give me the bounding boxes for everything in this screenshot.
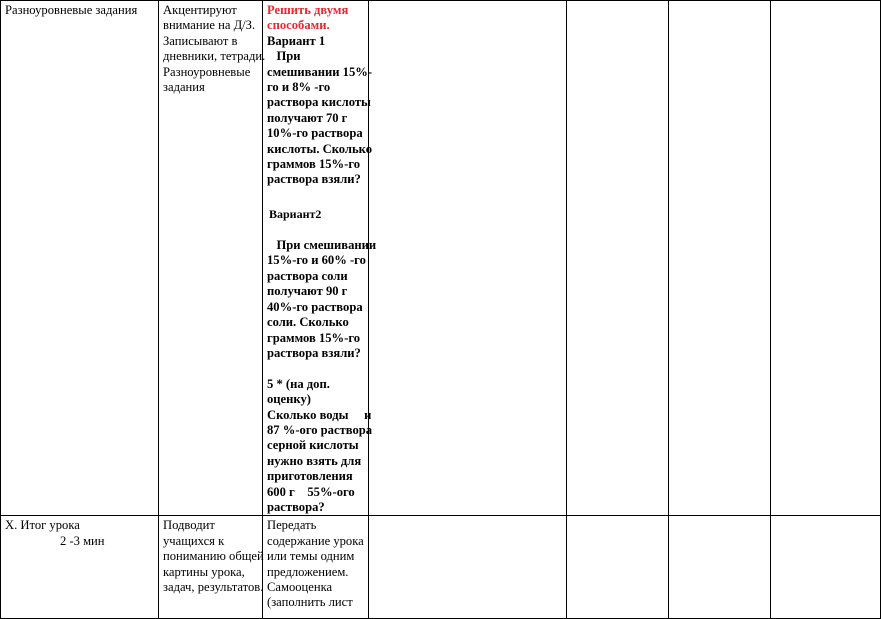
empty-cell	[771, 516, 881, 619]
table-row	[1, 1, 881, 516]
variant2-line: раствора взяли?	[267, 345, 361, 360]
task5-line: 5 * (на доп.	[267, 376, 330, 391]
task5-line: 600 г 55%-ого	[267, 484, 355, 499]
text-line: содержание урока	[267, 533, 364, 548]
text-line: Подводит	[163, 518, 215, 533]
task5-line: серной кислоты	[267, 438, 359, 453]
text-line: или темы одним	[267, 549, 355, 564]
variant1-line: получают 70 г	[267, 110, 348, 125]
teacher-activity-cell	[159, 516, 263, 619]
empty-cell	[369, 1, 567, 516]
stage-duration: 2 -3 мин	[60, 533, 105, 548]
variant2-line: При смешивании	[267, 238, 377, 253]
variant1-line: При	[267, 49, 301, 64]
table-row	[1, 516, 881, 619]
empty-cell	[771, 1, 881, 516]
text-line: предложением.	[267, 564, 349, 579]
text-line: Разноуровневые	[163, 64, 251, 79]
stage-label: Разноуровневые задания	[5, 3, 138, 17]
task5-line: нужно взять для	[267, 453, 362, 468]
task-cell	[263, 1, 377, 516]
stage-cell	[1, 516, 159, 619]
variant2-line: граммов 15%-го	[267, 330, 361, 345]
empty-cell	[567, 1, 669, 516]
instruction-line: Решить двумя	[267, 3, 349, 17]
text-line: Самооценка	[267, 579, 333, 594]
variant1-line: го и 8% -го	[267, 80, 331, 95]
text-line: дневники, тетради.	[163, 49, 266, 64]
variant1-line: смешивании 15%-	[267, 64, 373, 79]
variant2-line: 15%-го и 60% -го	[267, 253, 366, 268]
empty-cell	[669, 1, 771, 516]
variant2-line: 40%-го раствора	[267, 299, 363, 314]
variant2-line: соли. Сколько	[267, 315, 349, 330]
variant1-line: раствора взяли?	[267, 172, 361, 187]
variant1-line: 10%-го раствора	[267, 126, 363, 141]
text-line: задания	[163, 80, 205, 95]
text-line: (заполнить лист	[267, 595, 353, 610]
text-line: картины урока,	[163, 564, 245, 579]
text-line: Акцентируют	[163, 3, 237, 17]
text-line: учащихся к	[163, 533, 225, 548]
stage-cell	[1, 1, 159, 516]
text-line: задач, результатов.	[163, 579, 264, 594]
empty-cell	[669, 516, 771, 619]
spacer	[267, 188, 364, 203]
empty-cell	[567, 516, 669, 619]
variant2-line: получают 90 г	[267, 284, 348, 299]
student-activity-cell	[159, 1, 266, 516]
task5-line: 87 %-ого раствора	[267, 422, 373, 437]
variant1-title: Вариант 1	[267, 33, 326, 48]
variant2-title: Вариант2	[269, 207, 322, 222]
variant1-line: граммов 15%-го	[267, 157, 361, 172]
empty-cell	[369, 516, 567, 619]
instruction-line: способами.	[267, 18, 330, 33]
variant1-line: раствора кислоты	[267, 95, 371, 110]
spacer	[267, 223, 364, 238]
text-line: пониманию общей	[163, 549, 264, 564]
text-line: Передать	[267, 518, 317, 533]
task-cell	[263, 516, 369, 619]
text-line: внимание на Д/З.	[163, 18, 256, 33]
task5-line: раствора?	[267, 499, 325, 514]
variant1-line: кислоты. Сколько	[267, 141, 373, 156]
task5-line: оценку)	[267, 392, 311, 407]
stage-label: X. Итог урока	[5, 518, 80, 533]
spacer	[267, 361, 364, 376]
task5-line: Сколько воды и	[267, 407, 372, 422]
task5-line: приготовления	[267, 469, 353, 484]
text-line: Записывают в	[163, 33, 238, 48]
variant2-line: раствора соли	[267, 268, 348, 283]
